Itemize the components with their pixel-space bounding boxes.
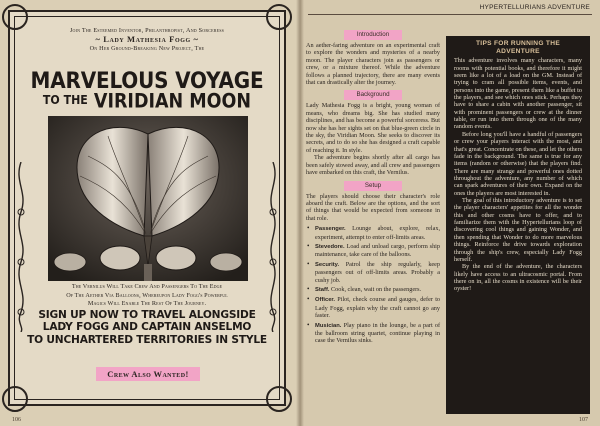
role-name: Passenger. [315,226,346,233]
poster-cta-line-1: SIGN UP NOW TO TRAVEL ALONGSIDE [38,309,256,321]
setup-heading: Setup [344,181,402,191]
list-item [306,261,440,284]
list-item [306,322,440,345]
corner-ornament-icon [266,386,292,412]
role-name: Staff. [315,286,330,293]
poster-intro-line-2: On Her Ground-Breaking New Project, The [89,45,205,52]
introduction-text: An aether-faring adventure on an experimental craft to explore the wonders and mysteries of a nearby moon. The player characters join as passengers or crew, or a mixture thereof. While the adventure follows a planned trajectory, there are many events that can drastically alter the journey. [306,42,440,87]
tips-title: TIPS FOR RUNNING THE ADVENTURE [475,40,561,55]
list-item [306,286,440,294]
poster-cta-line-2: LADY FOGG AND CAPTAIN ANSELMO [42,321,252,334]
background-paragraph-2: The adventure begins shortly after all cargo has been safely stowed away, and all crew and passengers have embarked on this craft, the Vernilus. [306,154,440,177]
poster-host-name: ~ Lady Mathesia Fogg ~ [95,34,199,44]
tips-sidebar [446,36,590,414]
role-description: Pilot, check course and gauges, defer to Lady Fogg, explain why the craft cannot go any faster. [315,296,441,320]
poster-title-moon: VIRIDIAN MOON [93,90,252,114]
list-item [306,296,440,319]
role-name: Musician. [315,322,342,329]
tips-paragraph-4: By the end of the adventure, the characters likely have access to an ultracosmic portal. From there on in, all the cosms in existence will be their oyster! [454,263,582,293]
role-description: Load and unload cargo, perform ship maintenance, take care of the balloons. [315,242,440,259]
right-scroll-ornament-icon [264,162,282,332]
main-text-column [306,0,440,426]
voyage-poster [8,10,286,406]
crew-wanted-banner: Crew Also Wanted! [96,367,200,381]
role-name: Stevedore. [315,243,345,250]
poster-description [28,283,266,309]
list-item [306,243,440,259]
poster-title-line-2 [20,91,274,113]
tips-paragraph-2: Before long you'll have a handful of passengers or crew your players interact with the most, and that's great. Concentrate on these, and let the others fade in the background. The same is true for any items (random or otherwise) that the players find. There are many strange and powerful ones dotted throughout the adventure, any number of which can spark adventures of their own. Expand on the ones the players are most interested in. [454,130,582,197]
poster-cta-line-3: TO UNCHARTERED TERRITORIES IN STYLE [27,333,267,346]
page-number-right: 107 [579,417,588,423]
list-item [306,225,440,241]
roles-list [306,225,440,345]
role-description: Play piano in the lounge, be a part of the ballroom string quartet, continue playing in case the Vernilus sinks. [315,321,441,345]
background-paragraph-1: Lady Mathesia Fogg is a bright, young woman of means, who dreams big. She has studied many disciplines, and has become a powerful sorceress. But now she has her sights set on that blue-green circle in the sky, the Viridian Moon. She seeks to discover its secrets, and to do so she has designed a craft capable of reaching it. In style. [306,102,440,154]
running-header: HYPERTELLURIANS ADVENTURE [479,4,590,11]
airship-balloons-illustration [48,116,248,281]
book-gutter [296,0,304,426]
corner-ornament-icon [2,386,28,412]
page-number-left: 106 [12,417,21,423]
setup-text: The players should choose their character's role aboard the craft. Below are the options, and the sort of things that would be expected from someone in that role. [306,192,440,222]
role-description: Lounge about, explore, relax, experiment, attempt to enter off-limits areas. [315,225,440,241]
role-name: Security. [315,261,340,268]
poster-intro-line-1: Join The Esteemed Inventor, Philanthropist, And Sorceress [69,27,225,34]
poster-intro [24,26,270,53]
role-name: Officer. [315,297,335,304]
poster-title-line-1: MARVELOUS VOYAGE [30,66,264,94]
role-description: Patrol the ship regularly, keep passengers out of off-limits areas. Probably a cushy job. [315,260,440,284]
poster-call-to-action [22,309,272,346]
tips-body [454,57,582,293]
poster-description-line-2: Of The Aether Via Balloons, Whereupon Lady Fogg's Powerful [66,291,228,299]
introduction-heading: Introduction [344,30,402,40]
tips-paragraph-3: The goal of this introductory adventure is to set the player characters' appetites for all the wonder this and other cosms have to offer, and to familiarize them with the Hypertellurians loop of discovering cool things and gaining Wonder, and then spending that Wonder to do more marvelous things. Reinforce the drive towards exploration through the ship's crew, especially Lady Fogg herself. [454,197,582,263]
background-heading: Background [344,90,402,100]
poster-description-line-3: Magics Will Enable The Rest Of The Journey. [87,300,207,308]
role-description: Cook, clean, wait on the passengers. [331,285,422,293]
poster-title-to-the: TO THE [42,93,88,108]
poster-description-line-1: The Vernilus Will Take Crew And Passengers To The Edge [71,283,223,290]
tips-paragraph-1: This adventure involves many characters, many rooms with potential books, and therefore it might seem like a lot of a load on the GM. Instead of trying to cram all possible items, events, and persons into the game, present them like a buffet to the players, and see which ones stick. Perhaps they have to share a cabin with another passenger, sit with prominent passengers or crew at the dinner table, or run into them through one of the many random events. [454,57,582,131]
